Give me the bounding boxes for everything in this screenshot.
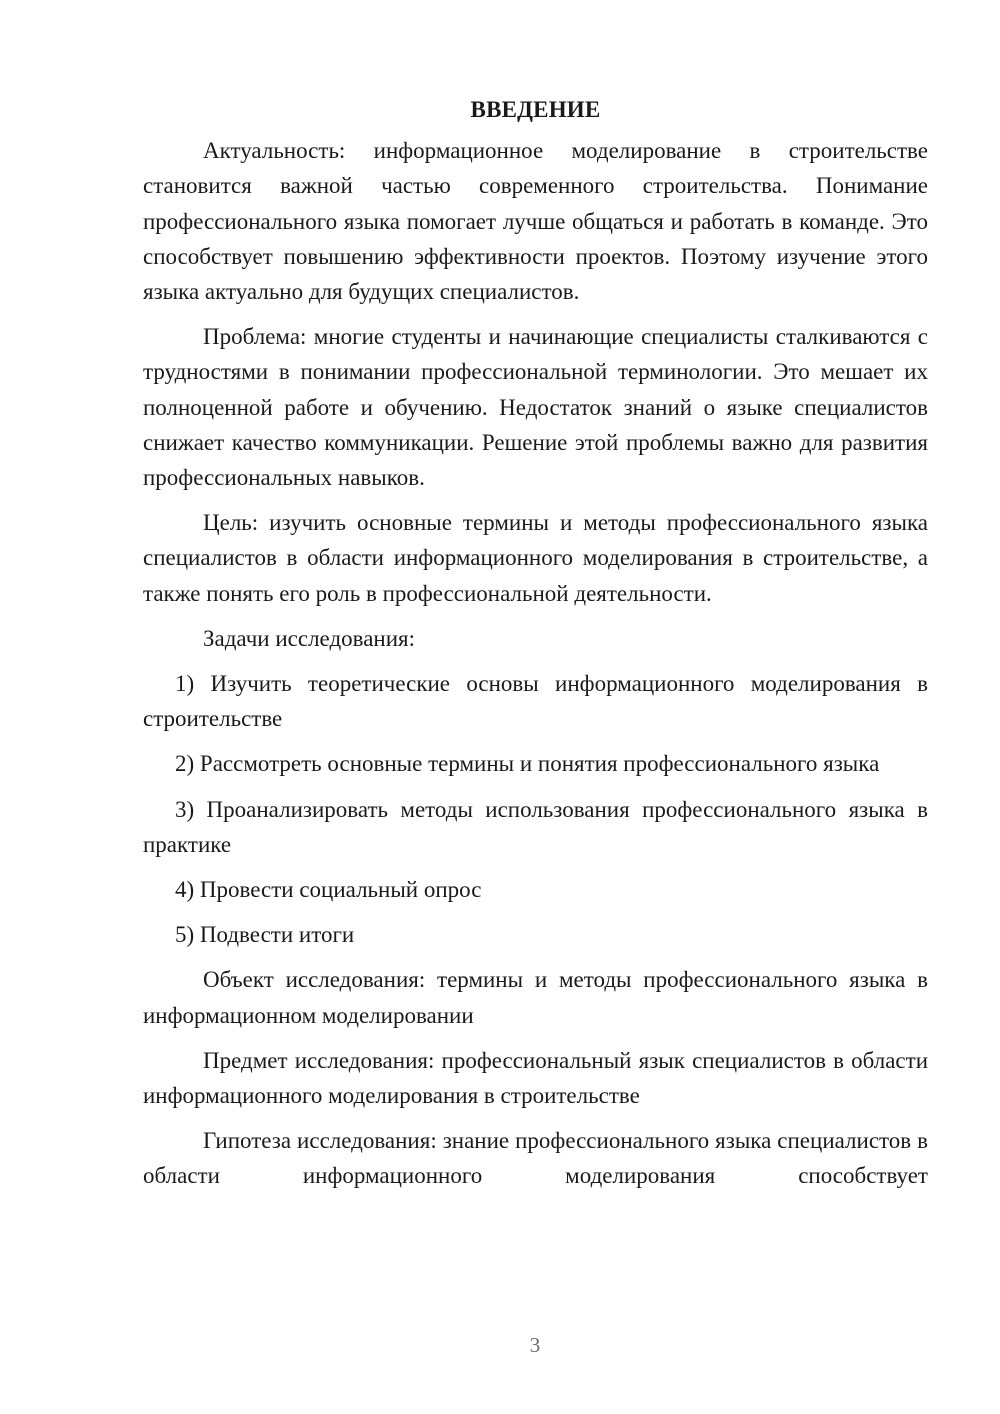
page-number: 3: [529, 1333, 541, 1357]
section-title: ВВЕДЕНИЕ: [470, 97, 601, 122]
paragraph-problem: Проблема: многие студенты и начинающие специалисты сталкиваются с трудностями в понимании профессиональной терминологии. Это мешает их полноценной работе и обучению. Недостаток знаний о языке специалистов снижает качество коммуникации. Решение этой проблемы важно для развития профессиональных навыков.: [143, 324, 928, 491]
document-page: [143, 92, 928, 1204]
task-item-4: 4) Провести социальный опрос: [175, 877, 482, 903]
task-item-1: 1) Изучить теоретические основы информационного моделирования в строительстве: [143, 671, 928, 732]
task-item-2: 2) Рассмотреть основные термины и понятия профессионального языка: [175, 751, 880, 777]
task-item-3: 3) Проанализировать методы использования профессионального языка в практике: [143, 796, 928, 857]
tasks-heading: Задачи исследования:: [203, 625, 416, 651]
paragraph-goal: Цель: изучить основные термины и методы профессионального языка специалистов в области информационного моделирования в строительстве, а также понять его роль в профессиональной деятельности.: [143, 510, 928, 606]
paragraph-subject: Предмет исследования: профессиональный язык специалистов в области информационного моделирования в строительстве: [143, 1047, 928, 1109]
task-item-5: 5) Подвести итоги: [175, 922, 355, 948]
paragraph-hypothesis: Гипотеза исследования: знание профессионального языка специалистов в области информационного моделирования способствует: [143, 1128, 928, 1189]
paragraph-relevance: Актуальность: информационное моделирование в строительстве становится важной частью современного строительства. Понимание профессионального языка помогает лучше общаться и работать в команде. Это способствует повышению эффективности проектов. Поэтому изучение этого языка актуально для будущих специалистов.: [143, 138, 928, 305]
paragraph-object: Объект исследования: термины и методы профессионального языка в информационном моделировании: [143, 967, 928, 1028]
